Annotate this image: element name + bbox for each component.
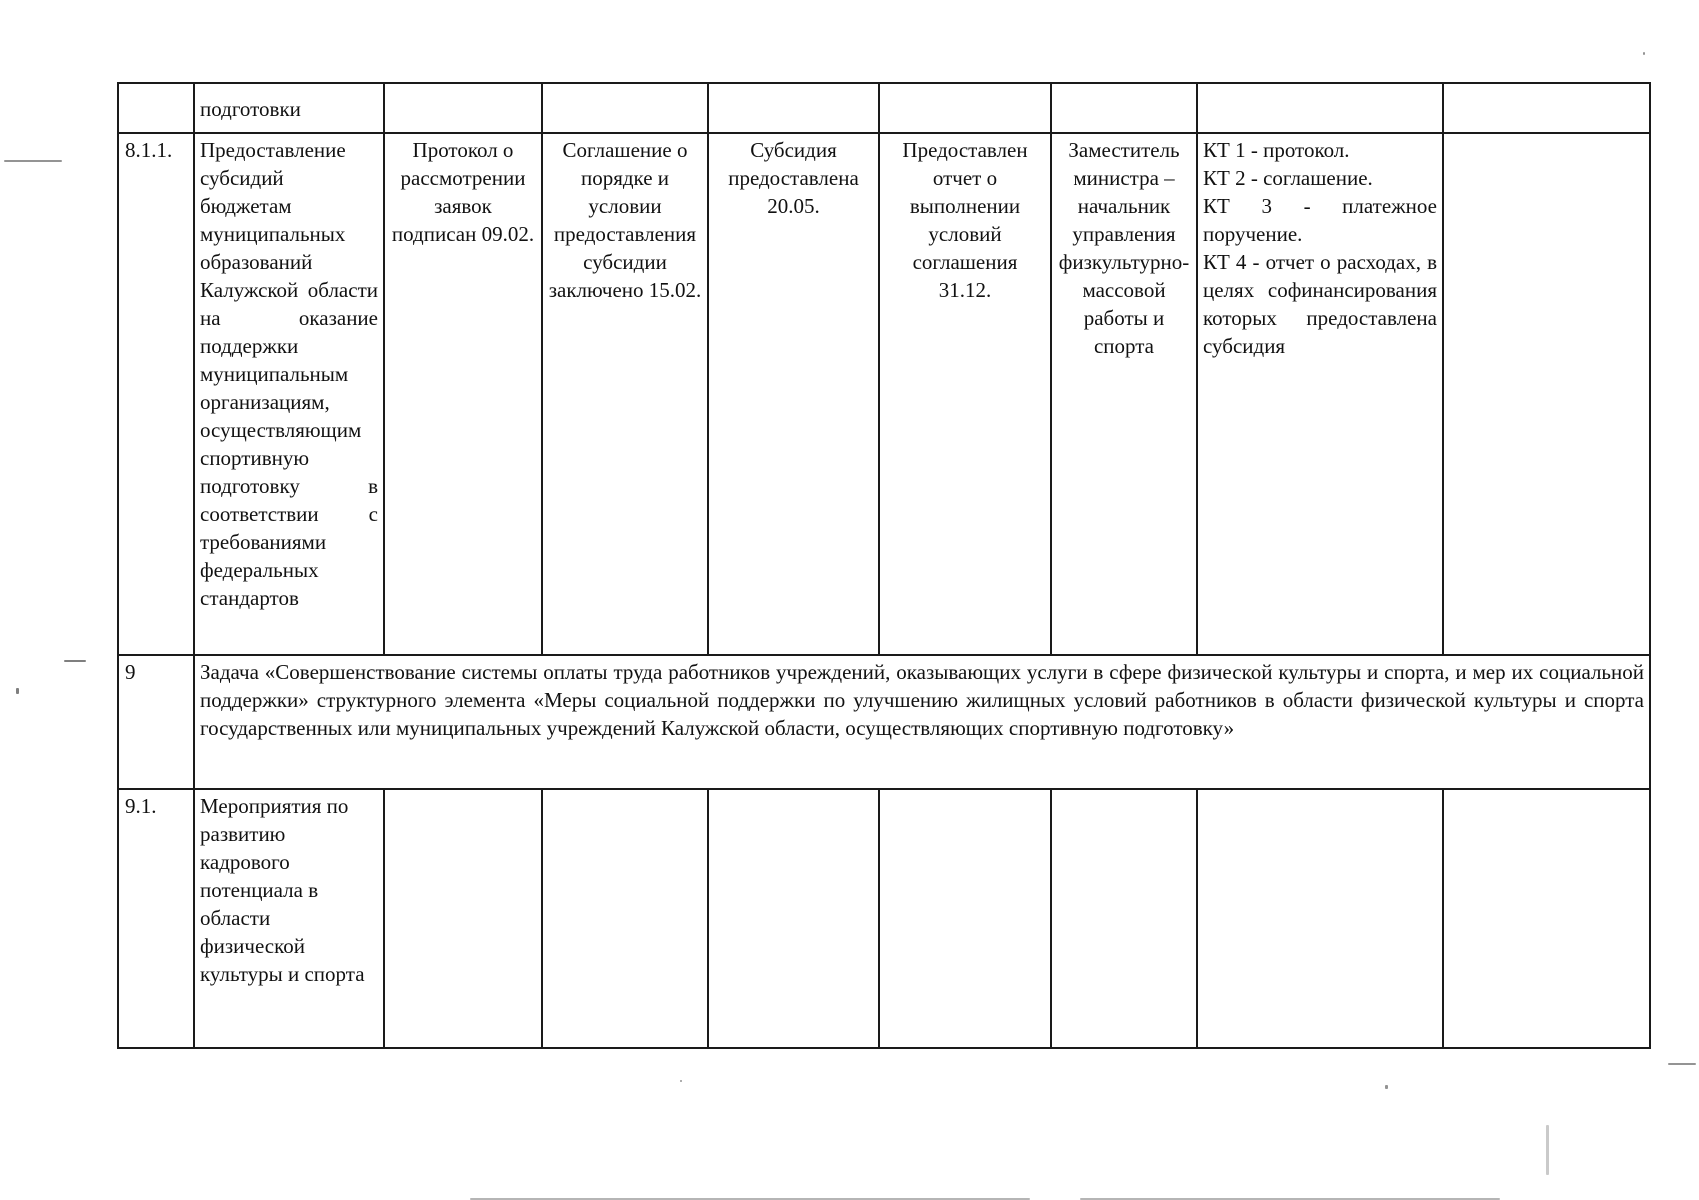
confirming-documents bbox=[1197, 133, 1443, 655]
cell-empty bbox=[708, 83, 879, 133]
doc-line: КТ 3 - платежное поручение. bbox=[1203, 194, 1437, 246]
table-row-8-1-1 bbox=[118, 133, 1650, 655]
scan-speck bbox=[1546, 1125, 1549, 1175]
scan-speck bbox=[64, 660, 86, 662]
cell-empty bbox=[1443, 789, 1650, 1048]
doc-line: КТ 1 - протокол. bbox=[1203, 138, 1350, 162]
cell-empty bbox=[1051, 83, 1197, 133]
responsible-person: Заместитель министра – начальник управления физкультурно-массовой работы и спорта bbox=[1051, 133, 1197, 655]
scan-speck bbox=[4, 160, 62, 162]
doc-line: КТ 2 - соглашение. bbox=[1203, 166, 1373, 190]
cell-empty bbox=[384, 83, 542, 133]
cell-empty bbox=[1051, 789, 1197, 1048]
scan-speck bbox=[680, 1080, 682, 1082]
row-number: 9 bbox=[118, 655, 194, 789]
doc-line: КТ 4 - отчет о расходах, в целях софинансирования которых предоставлена субсидия bbox=[1203, 250, 1437, 358]
control-point-4: Предоставлен отчет о выполнении условий соглашения 31.12. bbox=[879, 133, 1051, 655]
row-number: 9.1. bbox=[118, 789, 194, 1048]
cell-empty bbox=[384, 789, 542, 1048]
table-row-9-1 bbox=[118, 789, 1650, 1048]
table-row-continuation bbox=[118, 83, 1650, 133]
control-point-3: Субсидия предоставлена 20.05. bbox=[708, 133, 879, 655]
event-description: Предоставление субсидий бюджетам муниципальных образований Калужской области на оказание поддержки муниципальным организациям, осуществляющим спортивную подготовку в соответствии с требованиями федеральных стандартов bbox=[194, 133, 384, 655]
cell-empty bbox=[1443, 133, 1650, 655]
cell-empty bbox=[879, 789, 1051, 1048]
scan-speck bbox=[1385, 1085, 1388, 1089]
task-description: Задача «Совершенствование системы оплаты труда работников учреждений, оказывающих услуги в сфере физической культуры и спорта, и мер их социальной поддержки» структурного элемента «Меры социальной поддержки по улучшению жилищных условий работников в области физической культуры и спорта государственных или муниципальных учреждений Калужской области, осуществляющих спортивную подготовку» bbox=[194, 655, 1650, 789]
scan-speck bbox=[16, 688, 19, 694]
cell-empty bbox=[879, 83, 1051, 133]
control-point-2: Соглашение о порядке и условии предоставления субсидии заключено 15.02. bbox=[542, 133, 708, 655]
cell-empty bbox=[1197, 789, 1443, 1048]
cell-number bbox=[118, 83, 194, 133]
event-description: Мероприятия по развитию кадрового потенциала в области физической культуры и спорта bbox=[194, 789, 384, 1048]
cell-empty bbox=[542, 789, 708, 1048]
plan-table bbox=[117, 82, 1651, 1049]
cell-empty bbox=[1443, 83, 1650, 133]
row-number: 8.1.1. bbox=[118, 133, 194, 655]
control-point-1: Протокол о рассмотрении заявок подписан 09.02. bbox=[384, 133, 542, 655]
scan-speck bbox=[1668, 1063, 1696, 1065]
table-row-9 bbox=[118, 655, 1650, 789]
cell-event: подготовки bbox=[194, 83, 384, 133]
scan-speck bbox=[1643, 52, 1645, 55]
cell-empty bbox=[1197, 83, 1443, 133]
cell-empty bbox=[708, 789, 879, 1048]
cell-empty bbox=[542, 83, 708, 133]
